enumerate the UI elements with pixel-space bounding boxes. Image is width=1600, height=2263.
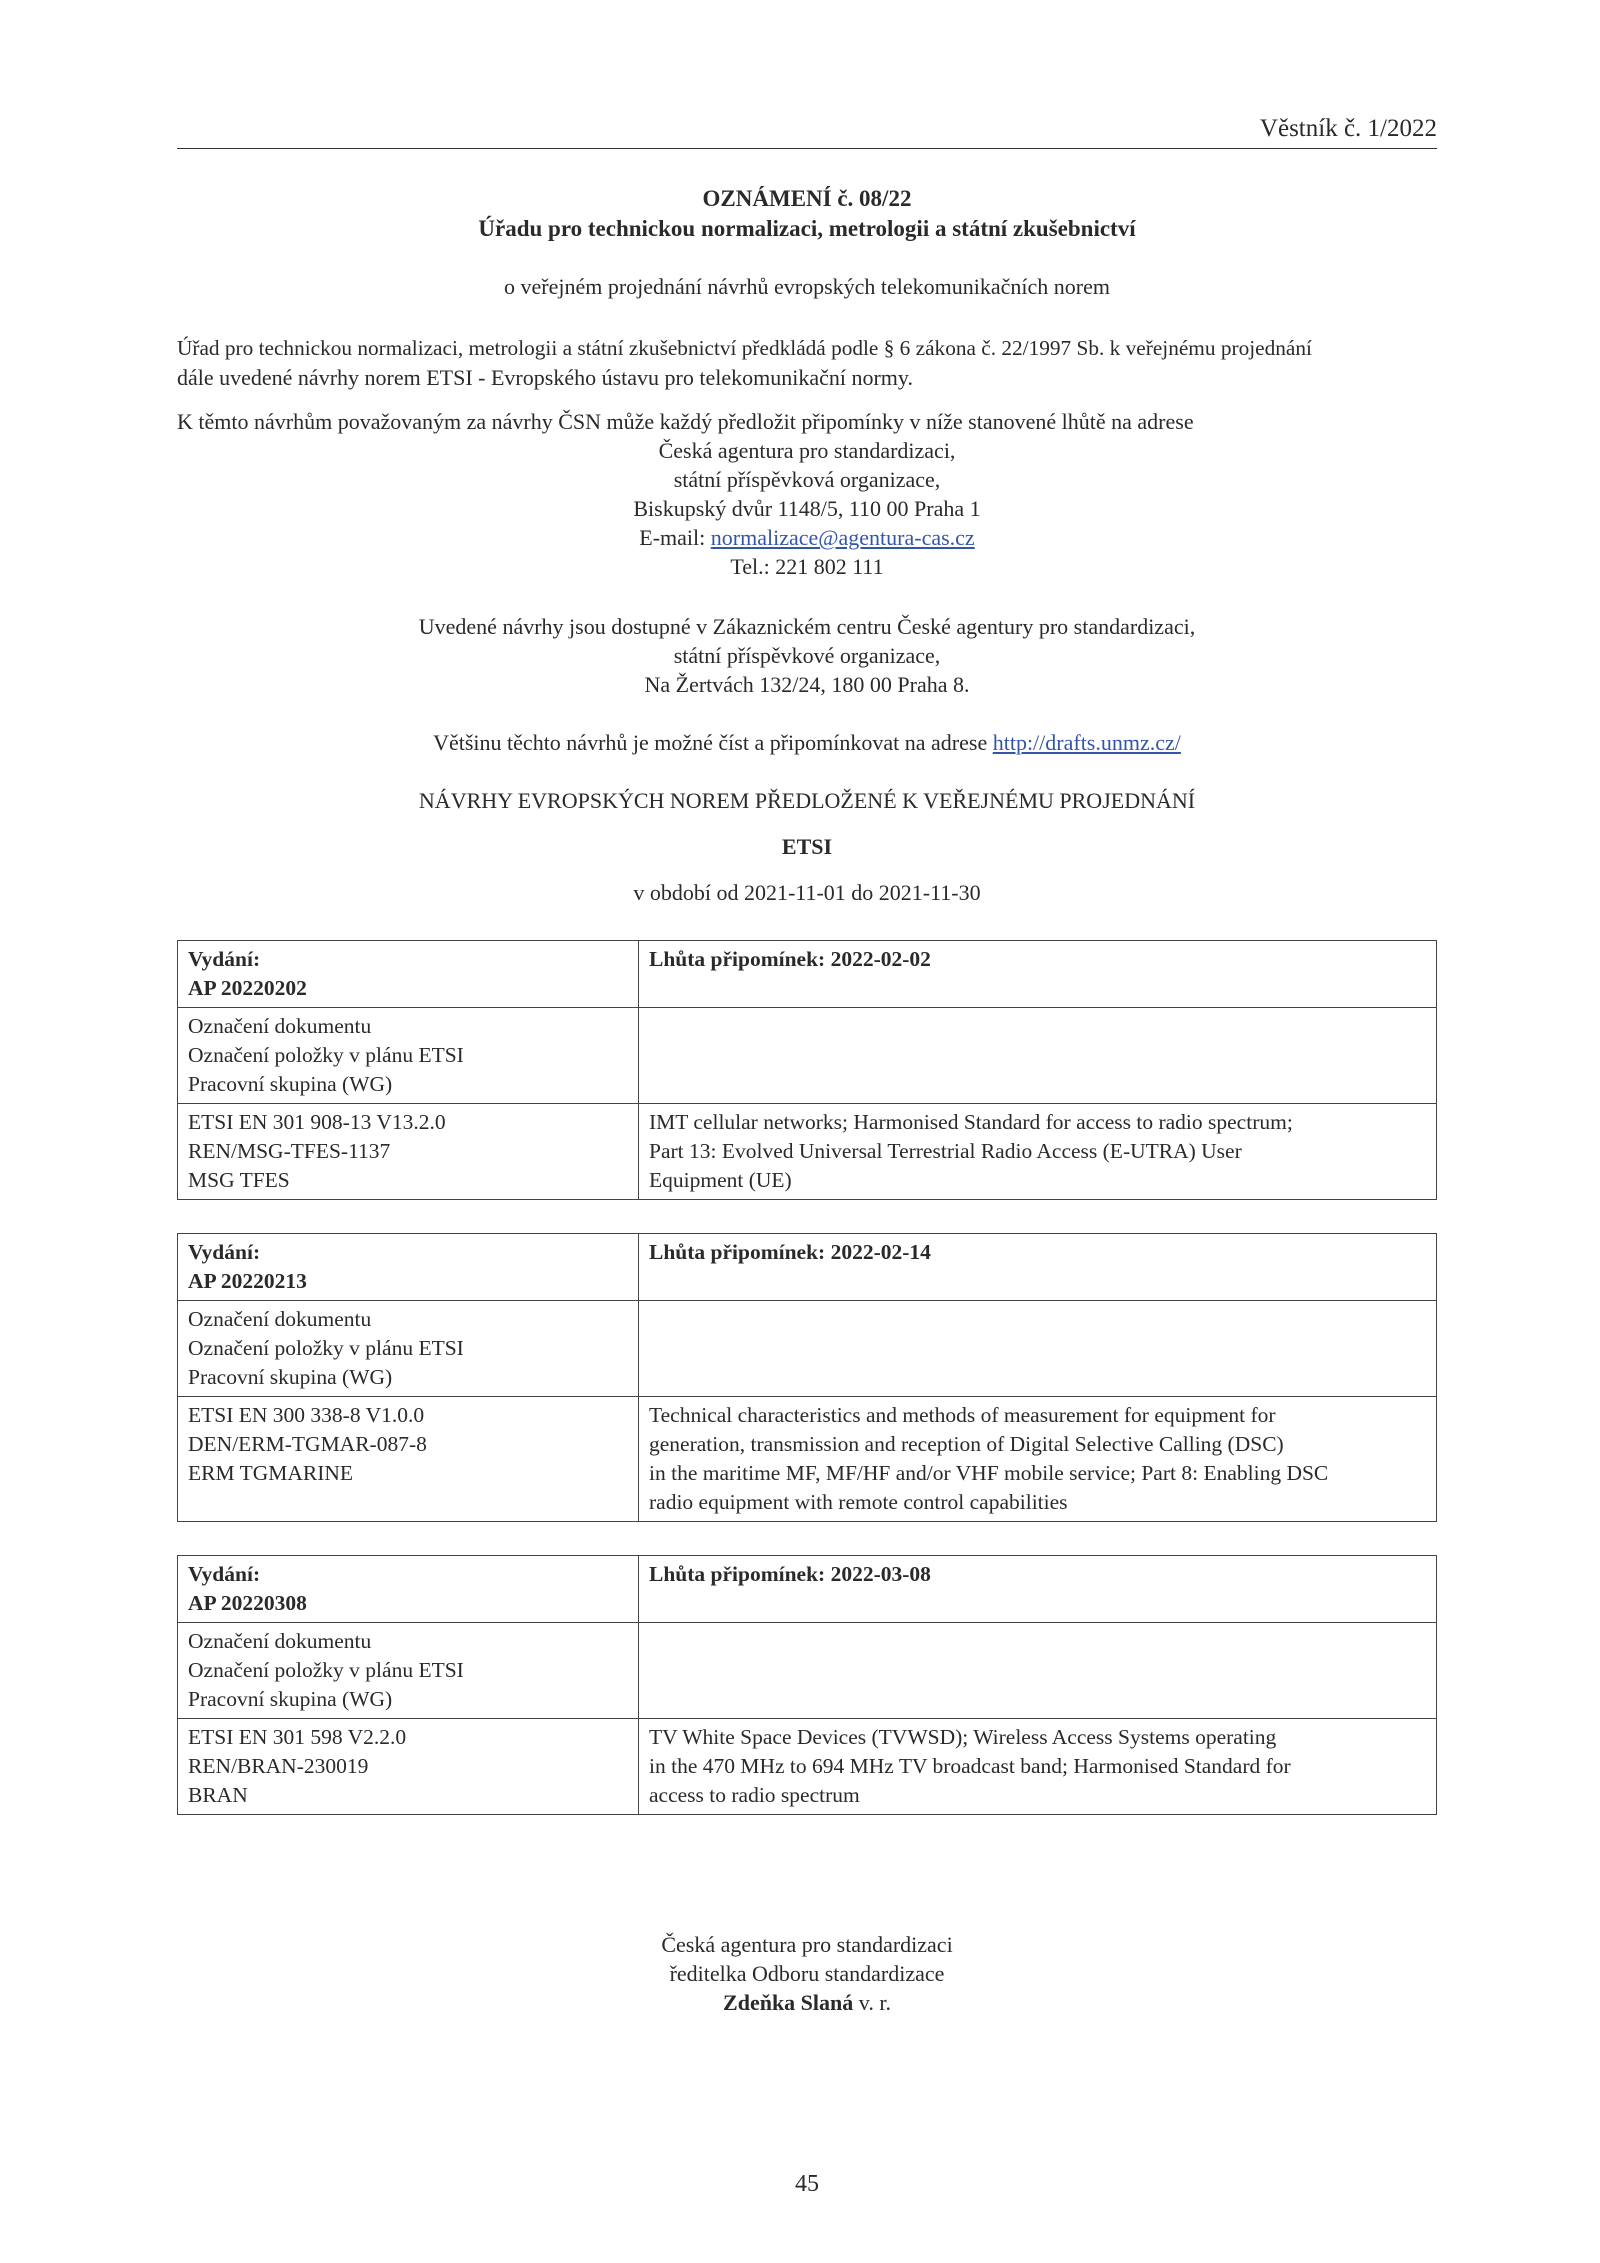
table-row xyxy=(178,1008,1437,1104)
deadline-cell: Lhůta připomínek: 2022-02-02 xyxy=(638,941,1436,1008)
value-document: ETSI EN 301 908-13 V13.2.0 xyxy=(188,1110,446,1134)
issue-label: Vydání: xyxy=(188,947,261,971)
notice-title: OZNÁMENÍ č. 08/22 xyxy=(702,186,912,211)
description-line: Part 13: Evolved Universal Terrestrial Radio Access (E-UTRA) User xyxy=(648,1139,1242,1163)
value-working-group: ERM TGMARINE xyxy=(188,1461,354,1485)
signature-org: Česká agentura pro standardizaci xyxy=(661,1932,953,1957)
value-document: ETSI EN 301 598 V2.2.0 xyxy=(188,1725,407,1749)
drafts-line xyxy=(177,728,1437,757)
signature-name: Zdeňka Slaná xyxy=(723,1990,854,2015)
section-org: ETSI xyxy=(781,834,833,859)
value-document: ETSI EN 300 338-8 V1.0.0 xyxy=(188,1403,425,1427)
value-plan-item: DEN/ERM-TGMAR-087-8 xyxy=(188,1432,427,1456)
intro-line-1: Úřad pro technickou normalizaci, metrologii a státní zkušebnictví předkládá podle § 6 zákona č. 22/1997 Sb. k veřejnému projednání xyxy=(177,336,1312,360)
label-plan-item: Označení položky v plánu ETSI xyxy=(188,1043,464,1067)
label-working-group: Pracovní skupina (WG) xyxy=(188,1365,393,1389)
notice-title-block xyxy=(177,184,1437,244)
address-line-1: Česká agentura pro standardizaci, xyxy=(658,438,956,463)
label-plan-item: Označení položky v plánu ETSI xyxy=(188,1336,464,1360)
label-plan-item: Označení položky v plánu ETSI xyxy=(188,1658,464,1682)
description-line: access to radio spectrum xyxy=(649,1783,860,1807)
drafts-text: Většinu těchto návrhů je možné číst a připomínkovat na adrese xyxy=(433,730,993,755)
label-document: Označení dokumentu xyxy=(188,1629,372,1653)
intro-paragraph xyxy=(177,334,1437,392)
signature-suffix: v. r. xyxy=(853,1990,891,2015)
label-document: Označení dokumentu xyxy=(188,1014,372,1038)
description-line: in the 470 MHz to 694 MHz TV broadcast band; Harmonised Standard for xyxy=(649,1754,1291,1778)
section-heading: NÁVRHY EVROPSKÝCH NOREM PŘEDLOŽENÉ K VEŘEJNÉMU PROJEDNÁNÍ xyxy=(418,788,1196,813)
value-plan-item: REN/MSG-TFES-1137 xyxy=(188,1139,391,1163)
table-row xyxy=(178,1623,1437,1719)
labels-cell xyxy=(178,1301,639,1397)
signature-name-row xyxy=(177,1988,1437,2017)
deadline-cell: Lhůta připomínek: 2022-03-08 xyxy=(639,1556,1437,1623)
deadline-cell: Lhůta připomínek: 2022-02-14 xyxy=(639,1234,1437,1301)
issue-cell xyxy=(178,941,639,1008)
value-working-group: MSG TFES xyxy=(188,1168,290,1192)
label-document: Označení dokumentu xyxy=(188,1307,372,1331)
section-period: v období od 2021-11-01 do 2021-11-30 xyxy=(633,880,981,905)
labels-cell xyxy=(178,1008,639,1104)
availability-line-1: Uvedené návrhy jsou dostupné v Zákaznickém centru České agentury pro standardizaci, xyxy=(418,614,1196,639)
table-row xyxy=(178,1104,1437,1200)
availability-line-3: Na Žertvách 132/24, 180 00 Praha 8. xyxy=(644,672,970,697)
empty-cell xyxy=(638,1008,1436,1104)
values-cell xyxy=(178,1719,639,1815)
page-number: 45 xyxy=(795,2171,819,2197)
description-line: in the maritime MF, MF/HF and/or VHF mobile service; Part 8: Enabling DSC xyxy=(649,1461,1329,1485)
issue-label: Vydání: xyxy=(188,1240,261,1264)
labels-cell xyxy=(178,1623,639,1719)
table-row xyxy=(178,1556,1437,1623)
journal-title: Věstník č. 1/2022 xyxy=(1259,115,1437,142)
issue-value: AP 20220213 xyxy=(188,1269,307,1293)
draft-table-2 xyxy=(177,1233,1437,1522)
table-row xyxy=(178,1719,1437,1815)
email-link[interactable]: normalizace@agentura-cas.cz xyxy=(710,525,975,550)
description-line: radio equipment with remote control capabilities xyxy=(649,1490,1068,1514)
signature-role: ředitelka Odboru standardizace xyxy=(669,1961,945,1986)
issue-value: AP 20220308 xyxy=(188,1591,307,1615)
notice-subject: o veřejném projednání návrhů evropských telekomunikačních norem xyxy=(503,274,1111,299)
address-email-row xyxy=(177,523,1437,552)
values-cell xyxy=(178,1104,639,1200)
description-line: IMT cellular networks; Harmonised Standard for access to radio spectrum; xyxy=(648,1110,1293,1134)
table-row xyxy=(178,1301,1437,1397)
issue-value: AP 20220202 xyxy=(188,976,307,1000)
address-line-3: Biskupský dvůr 1148/5, 110 00 Praha 1 xyxy=(633,496,981,521)
draft-table-3 xyxy=(177,1555,1437,1815)
empty-cell xyxy=(639,1623,1437,1719)
document-page xyxy=(177,0,1437,2263)
value-plan-item: REN/BRAN-230019 xyxy=(188,1754,369,1778)
availability-line-2: státní příspěvkové organizace, xyxy=(673,643,941,668)
availability-block xyxy=(177,612,1437,699)
issue-cell xyxy=(178,1556,639,1623)
issue-cell xyxy=(178,1234,639,1301)
table-row xyxy=(178,1234,1437,1301)
description-cell xyxy=(639,1719,1437,1815)
address-line-2: státní příspěvková organizace, xyxy=(673,467,941,492)
comments-intro: K těmto návrhům považovaným za návrhy ČSN může každý předložit připomínky v níže stanovené lhůtě na adrese xyxy=(177,409,1194,434)
journal-header xyxy=(177,112,1437,149)
address-tel: Tel.: 221 802 111 xyxy=(730,554,884,579)
signature-block xyxy=(177,1930,1437,2017)
description-cell xyxy=(639,1397,1437,1522)
description-line: Equipment (UE) xyxy=(648,1168,792,1192)
description-line: Technical characteristics and methods of measurement for equipment for xyxy=(649,1403,1276,1427)
issue-label: Vydání: xyxy=(188,1562,261,1586)
description-line: TV White Space Devices (TVWSD); Wireless Access Systems operating xyxy=(649,1725,1277,1749)
email-label: E-mail: xyxy=(639,525,711,550)
draft-table-1 xyxy=(177,940,1437,1200)
label-working-group: Pracovní skupina (WG) xyxy=(188,1687,393,1711)
table-row xyxy=(178,1397,1437,1522)
intro-line-2: dále uvedené návrhy norem ETSI - Evropského ústavu pro telekomunikační normy. xyxy=(177,365,913,390)
values-cell xyxy=(178,1397,639,1522)
submission-address xyxy=(177,436,1437,581)
description-line: generation, transmission and reception of Digital Selective Calling (DSC) xyxy=(649,1432,1284,1456)
empty-cell xyxy=(639,1301,1437,1397)
description-cell xyxy=(638,1104,1436,1200)
notice-issuer: Úřadu pro technickou normalizaci, metrologii a státní zkušebnictví xyxy=(478,216,1136,241)
drafts-link[interactable]: http://drafts.unmz.cz/ xyxy=(992,730,1181,755)
table-row xyxy=(178,941,1437,1008)
label-working-group: Pracovní skupina (WG) xyxy=(188,1072,393,1096)
value-working-group: BRAN xyxy=(188,1783,248,1807)
